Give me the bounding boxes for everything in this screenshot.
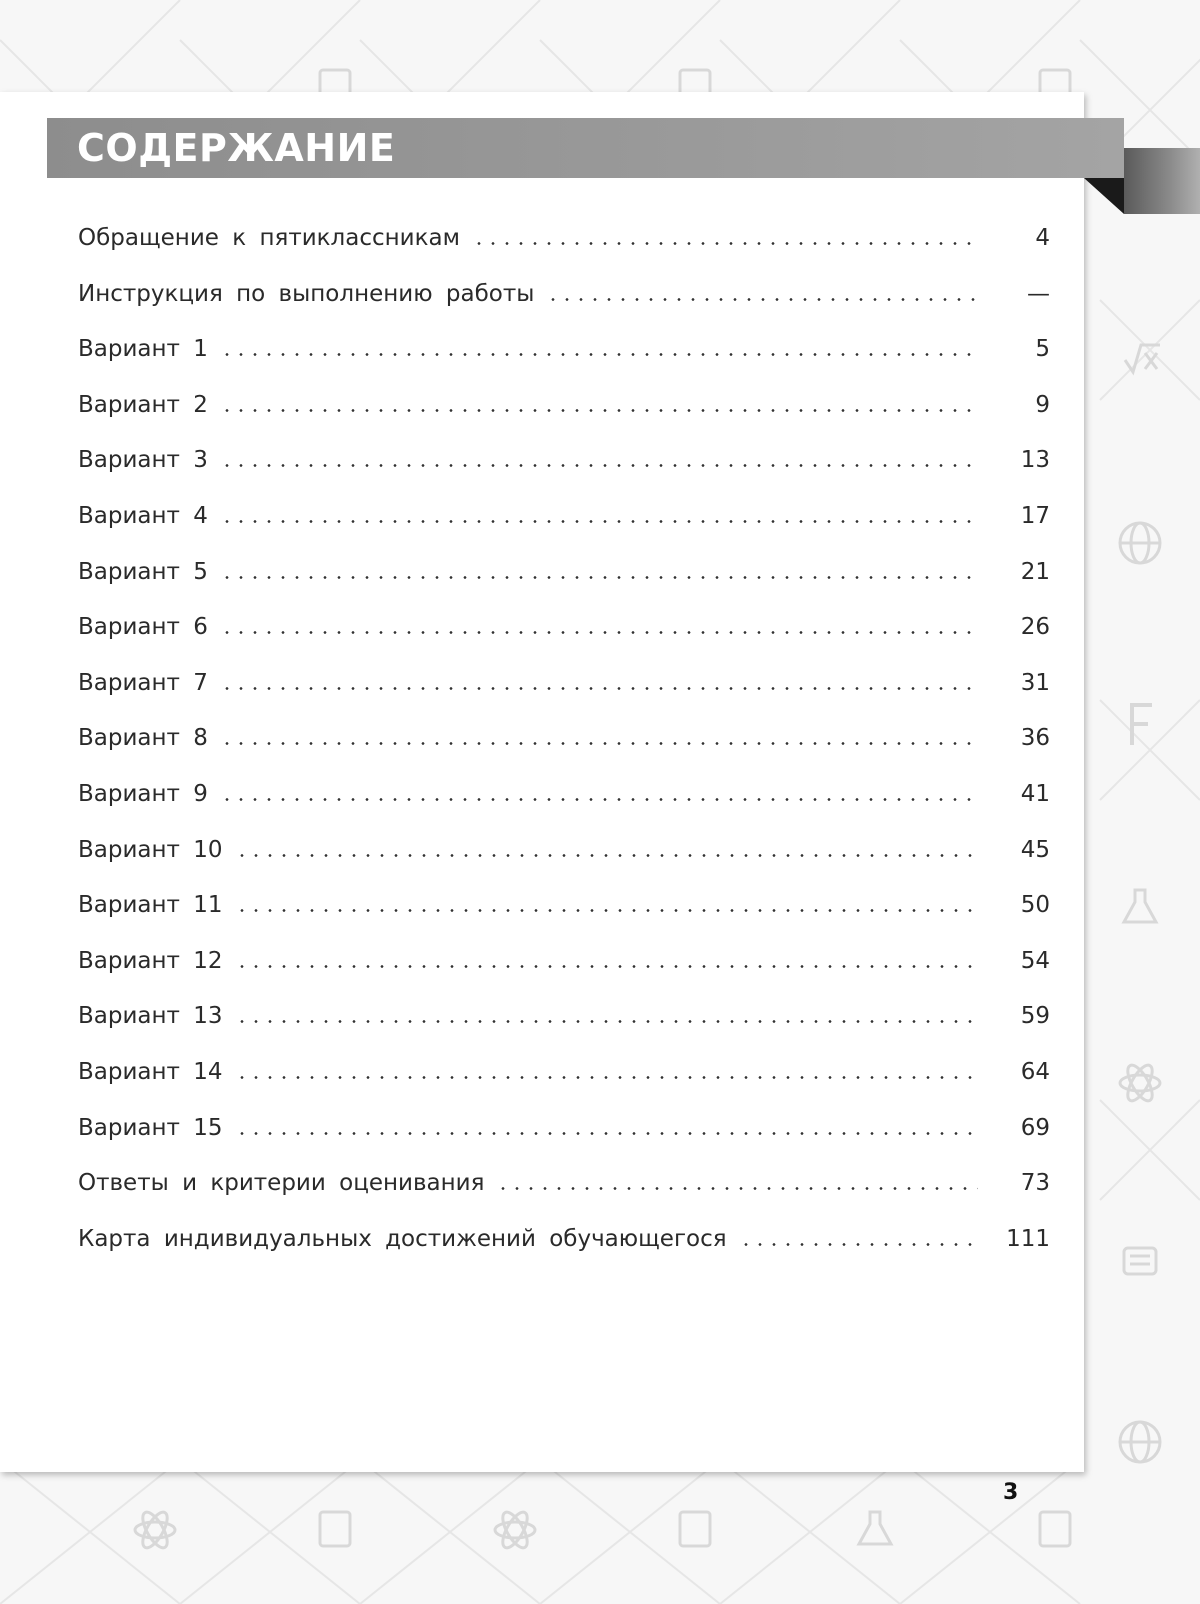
toc-label: Вариант 6 <box>78 614 208 641</box>
toc-page: 41 <box>1020 780 1050 807</box>
toc-item[interactable] <box>78 1226 1050 1282</box>
title-bar <box>47 118 1124 178</box>
toc-label: Обращение к пятиклассникам <box>78 225 460 251</box>
scroll-icon <box>1124 1248 1156 1274</box>
toc-label: Вариант 5 <box>78 558 208 585</box>
page-number: 3 <box>1003 1480 1019 1505</box>
toc-item[interactable] <box>78 1115 1050 1171</box>
toc-page: 9 <box>1035 391 1050 418</box>
toc-label: Карта индивидуальных достижений обучающегося <box>78 1225 727 1252</box>
toc-page: 111 <box>1006 1225 1050 1252</box>
toc-label: Вариант 14 <box>78 1058 223 1085</box>
toc-item[interactable] <box>78 503 1050 559</box>
toc-label: Вариант 8 <box>78 725 208 752</box>
page-title: СОДЕРЖАНИЕ <box>77 126 396 170</box>
dot-leader <box>235 965 978 968</box>
toc-item[interactable] <box>78 1170 1050 1226</box>
toc-item[interactable] <box>78 281 1050 337</box>
toc-item[interactable] <box>78 614 1050 670</box>
toc-item[interactable] <box>78 892 1050 948</box>
toc-item[interactable] <box>78 447 1050 503</box>
toc-label: Вариант 3 <box>78 447 208 474</box>
toc-page: 54 <box>1020 947 1050 974</box>
dot-leader <box>235 1076 978 1079</box>
toc-label: Ответы и критерии оценивания <box>78 1170 485 1197</box>
toc-label: Вариант 4 <box>78 502 208 529</box>
toc-item[interactable] <box>78 1003 1050 1059</box>
toc-item[interactable] <box>78 948 1050 1004</box>
toc-page: 5 <box>1035 336 1050 363</box>
toc-label: Вариант 2 <box>78 391 208 418</box>
dot-leader <box>235 854 978 857</box>
dot-leader <box>220 353 978 356</box>
dot-leader <box>220 687 978 690</box>
toc-page: — <box>1027 280 1050 307</box>
toc-page: 64 <box>1020 1058 1050 1085</box>
toc-page: 73 <box>1020 1170 1050 1197</box>
dot-leader <box>220 409 978 412</box>
toc-item[interactable] <box>78 1059 1050 1115</box>
dot-leader <box>220 464 978 467</box>
toc-item[interactable] <box>78 559 1050 615</box>
toc-item[interactable] <box>78 225 1050 281</box>
toc-item[interactable] <box>78 837 1050 893</box>
toc-label: Вариант 15 <box>78 1114 223 1141</box>
toc-label: Вариант 7 <box>78 669 208 696</box>
toc-page: 13 <box>1020 447 1050 474</box>
toc-page: 36 <box>1020 725 1050 752</box>
toc-label: Вариант 13 <box>78 1003 223 1030</box>
toc-item[interactable] <box>78 725 1050 781</box>
toc-label: Вариант 9 <box>78 780 208 807</box>
tab-fold <box>1084 178 1124 214</box>
table-of-contents <box>78 225 1050 1281</box>
section-tab <box>1124 148 1200 214</box>
toc-item[interactable] <box>78 392 1050 448</box>
toc-label: Вариант 10 <box>78 836 223 863</box>
globe-icon <box>1120 523 1160 1462</box>
dot-leader <box>220 520 978 523</box>
letter-f-icon <box>1132 705 1152 745</box>
toc-item[interactable] <box>78 336 1050 392</box>
toc-page: 31 <box>1020 669 1050 696</box>
toc-item[interactable] <box>78 781 1050 837</box>
toc-label: Вариант 12 <box>78 947 223 974</box>
dot-leader <box>739 1243 978 1246</box>
toc-page: 26 <box>1020 614 1050 641</box>
toc-label: Инструкция по выполнению работы <box>78 280 535 307</box>
toc-page: 21 <box>1020 558 1050 585</box>
toc-page: 59 <box>1020 1003 1050 1030</box>
toc-page: 45 <box>1020 836 1050 863</box>
toc-label: Вариант 11 <box>78 892 223 919</box>
dot-leader <box>220 798 978 801</box>
dot-leader <box>472 242 978 245</box>
dot-leader <box>235 1020 978 1023</box>
dot-leader <box>220 742 978 745</box>
toc-page: 17 <box>1020 502 1050 529</box>
dot-leader <box>220 576 978 579</box>
toc-page: 50 <box>1020 892 1050 919</box>
dot-leader <box>235 909 978 912</box>
dot-leader <box>496 1187 978 1190</box>
dot-leader <box>235 1132 978 1135</box>
toc-item[interactable] <box>78 670 1050 726</box>
toc-page: 69 <box>1020 1114 1050 1141</box>
dot-leader <box>546 298 978 301</box>
toc-page: 4 <box>1035 225 1050 251</box>
toc-label: Вариант 1 <box>78 336 208 363</box>
dot-leader <box>220 631 978 634</box>
